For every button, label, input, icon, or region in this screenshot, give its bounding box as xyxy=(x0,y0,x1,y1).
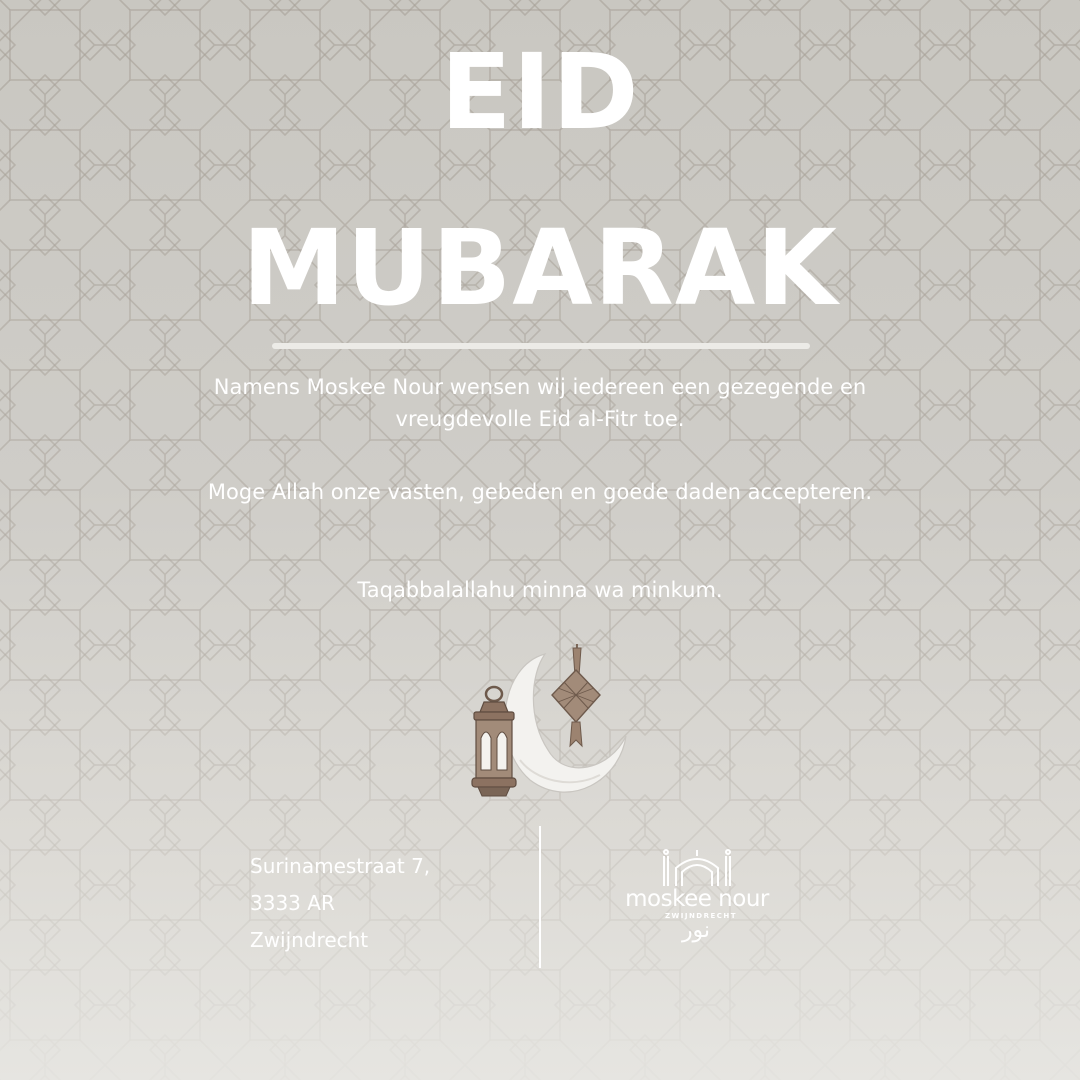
logo-name: moskee nour xyxy=(625,886,769,912)
message-paragraph-1: Namens Moskee Nour wensen wij iedereen een gezegende en vreugdevolle Eid al-Fitr toe. xyxy=(213,375,867,431)
eid-illustration xyxy=(460,640,640,805)
logo-arabic: نور xyxy=(681,918,711,943)
logo-subtitle: ZWIJNDRECHT xyxy=(664,912,738,920)
mosque-outline-icon xyxy=(606,848,788,888)
address-street: Surinamestraat 7, xyxy=(250,854,431,878)
address-city: Zwijndrecht xyxy=(250,928,369,952)
title-divider xyxy=(272,343,810,349)
mosque-address xyxy=(250,848,510,959)
address-postcode: 3333 AR xyxy=(250,891,335,915)
moskee-nour-logo xyxy=(606,848,788,944)
vertical-divider xyxy=(539,826,541,968)
ketupat-icon xyxy=(552,644,600,746)
message-paragraph-3: Taqabbalallahu minna wa minkum. xyxy=(357,578,723,602)
message-paragraph-2: Moge Allah onze vasten, gebeden en goede daden accepteren. xyxy=(207,480,873,504)
crescent-moon-icon xyxy=(505,654,626,792)
title-eid: EID xyxy=(440,31,640,153)
title-mubarak: MUBARAK xyxy=(242,207,838,329)
